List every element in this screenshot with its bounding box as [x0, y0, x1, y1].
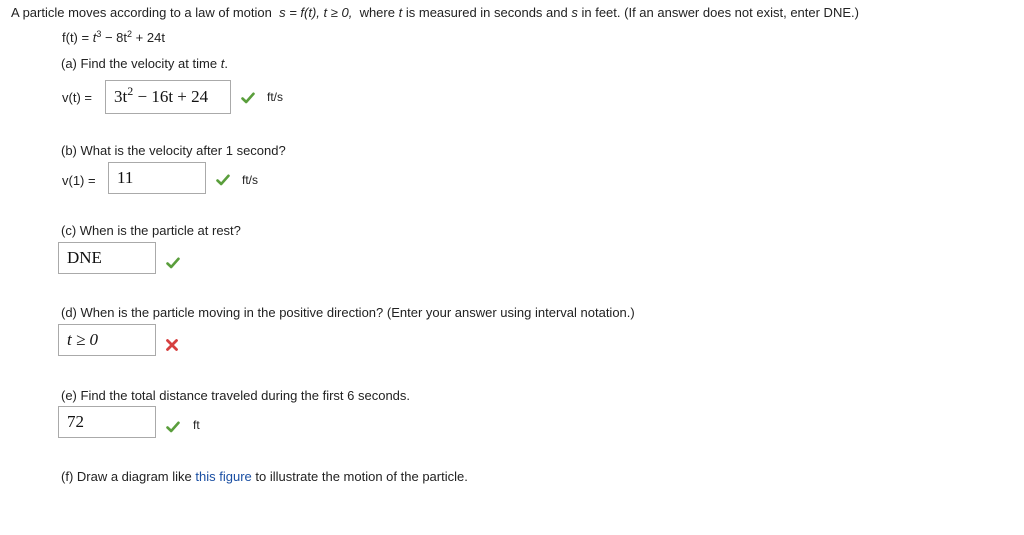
question-a: [61, 56, 228, 71]
check-icon: [166, 420, 180, 434]
figure-link[interactable]: this figure: [195, 469, 252, 484]
function-lhs: f(t) =: [62, 30, 90, 45]
function-exp2: 2: [127, 29, 133, 39]
problem-where: where: [359, 5, 395, 20]
answer-e-input[interactable]: 72: [58, 406, 156, 438]
answer-a-unit: ft/s: [267, 90, 284, 104]
answer-b-input[interactable]: 11: [108, 162, 206, 194]
question-d: (d) When is the particle moving in the positive direction? (Enter your answer using interval notation.): [61, 305, 635, 320]
answer-d-input[interactable]: t ≥ 0: [58, 324, 156, 356]
problem-intro: A particle moves according to a law of motion: [11, 5, 272, 20]
function-exp1: 3: [96, 29, 102, 39]
problem-var-t: t: [398, 5, 403, 20]
check-icon: [241, 91, 255, 105]
question-f-prefix: (f) Draw a diagram like: [61, 469, 192, 484]
answer-a-exp: 2: [127, 84, 134, 98]
function-t: t: [92, 30, 97, 45]
check-icon: [216, 173, 230, 187]
answer-c-input[interactable]: DNE: [58, 242, 156, 274]
question-f: [61, 469, 468, 484]
check-icon: [166, 256, 180, 270]
answer-e-unit: ft: [193, 418, 200, 432]
problem-seconds: is measured in seconds and: [405, 5, 568, 20]
question-a-suffix: .: [224, 56, 228, 71]
question-a-var: t: [220, 56, 225, 71]
x-icon: [165, 338, 179, 352]
answer-a-input[interactable]: [105, 80, 231, 114]
function-tail: + 24t: [132, 30, 165, 45]
question-b: (b) What is the velocity after 1 second?: [61, 143, 286, 158]
problem-statement: [11, 5, 859, 20]
answer-b-unit: ft/s: [242, 173, 259, 187]
answer-b-label: v(1) =: [62, 173, 96, 188]
function-mid: − 8t: [101, 30, 128, 45]
question-c: (c) When is the particle at rest?: [61, 223, 241, 238]
function-definition: [62, 30, 165, 45]
question-f-suffix: to illustrate the motion of the particle.: [255, 469, 468, 484]
answer-a-label: v(t) =: [62, 90, 92, 105]
problem-feet: in feet. (If an answer does not exist, enter DNE.): [581, 5, 859, 20]
problem-var-s: s: [571, 5, 578, 20]
answer-a-term2: − 16t + 24: [133, 87, 209, 106]
answer-a-term1: 3t: [114, 87, 128, 106]
question-e: (e) Find the total distance traveled during the first 6 seconds.: [61, 388, 411, 403]
problem-equation: s = f(t), t ≥ 0,: [279, 5, 353, 20]
question-a-prefix: (a) Find the velocity at time: [61, 56, 218, 71]
